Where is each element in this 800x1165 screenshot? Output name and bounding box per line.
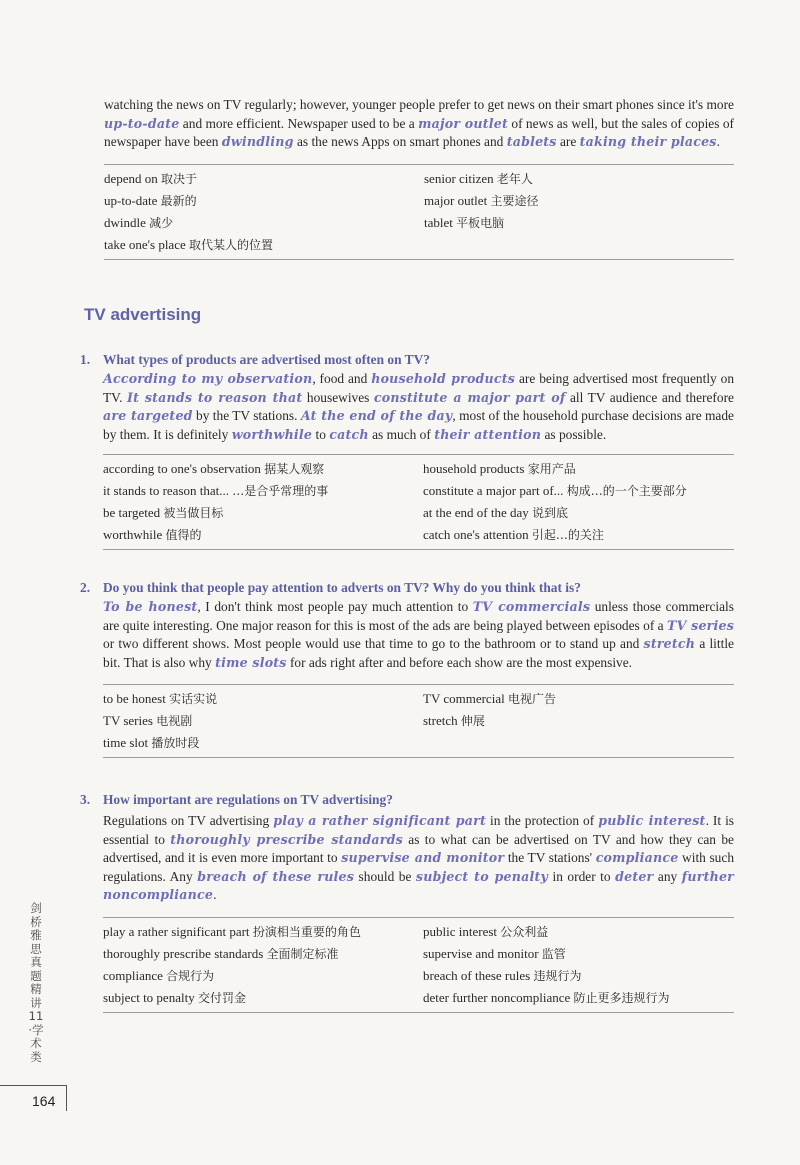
text-run: of news as well, but the sales of copies of newspaper have been xyxy=(104,115,734,150)
vocab-english: breach of these rules xyxy=(423,967,534,983)
text-run: as much of xyxy=(368,426,435,442)
vocab-english: constitute a major part of... xyxy=(423,483,567,499)
vocab-entry xyxy=(423,688,734,710)
text-run: in the protection of xyxy=(486,813,599,828)
question-block-1 xyxy=(80,352,734,550)
vocab-english: TV series xyxy=(103,713,157,729)
key-phrase: dwindling xyxy=(221,134,294,150)
vocab-entry xyxy=(423,710,734,732)
vocab-english: tablet xyxy=(424,214,457,230)
vocab-entry xyxy=(103,688,423,710)
key-phrase: taking their places xyxy=(579,134,717,150)
question-number: 2. xyxy=(80,580,91,595)
text-run: for ads right after and before each show are the most expensive. xyxy=(286,654,633,670)
vocab-english: senior citizen xyxy=(424,170,497,186)
vocab-chinese: 取决于 xyxy=(161,171,198,186)
vocab-table xyxy=(103,454,734,550)
text-run: or two different shows. Most people would use that time to go to the bathroom or to stand up and xyxy=(103,636,644,652)
key-phrase: tablets xyxy=(506,134,557,150)
answer-paragraph xyxy=(103,370,734,444)
key-phrase: their attention xyxy=(434,426,542,442)
text-run: watching the news on TV regularly; however, younger people prefer to get news on their smart phones since it's more xyxy=(104,97,734,112)
vocab-english: it stands to reason that... xyxy=(103,483,233,499)
vocab-chinese: 播放时段 xyxy=(151,736,200,751)
text-run: , I don't think most people pay much attention to xyxy=(197,599,473,614)
key-phrase: major outlet xyxy=(418,115,508,131)
key-phrase: public interest xyxy=(598,813,706,828)
vocab-chinese: 最新的 xyxy=(160,193,197,208)
key-phrase: stretch xyxy=(643,636,696,652)
vocab-entry xyxy=(424,190,734,212)
vocab-chinese: 被当做目标 xyxy=(163,506,224,521)
vocab-english: supervise and monitor xyxy=(423,945,542,961)
vocab-entry xyxy=(104,212,424,234)
vocab-chinese: 公众利益 xyxy=(500,924,549,939)
vocab-chinese: 家用产品 xyxy=(527,462,576,477)
key-phrase: constitute a major part of xyxy=(373,389,566,405)
vocab-chinese: 防止更多违规行为 xyxy=(573,990,670,1005)
vocab-entry xyxy=(103,480,423,502)
intro-paragraph xyxy=(104,96,734,152)
text-run: are being advertised most frequently on TV. xyxy=(103,371,735,405)
vocab-entry xyxy=(103,458,423,480)
text-run: . xyxy=(716,134,720,150)
key-phrase: subject to penalty xyxy=(415,868,548,884)
vocab-chinese: 据某人观察 xyxy=(264,462,325,477)
vocab-col-right xyxy=(423,921,734,1009)
vocab-english: take one's place xyxy=(104,236,189,252)
vocab-english: play a rather significant part xyxy=(103,923,253,939)
text-run: unless those commercials are quite interesting. One major reason for this is most of the ads are being played between episodes of a xyxy=(103,599,734,633)
key-phrase: deter xyxy=(615,868,654,884)
key-phrase: worthwhile xyxy=(231,426,313,442)
vocab-english: major outlet xyxy=(424,192,491,208)
vocab-entry xyxy=(104,234,424,256)
vocab-entry xyxy=(424,168,734,190)
vocab-english: TV commercial xyxy=(423,691,508,707)
vocab-chinese: 说到底 xyxy=(532,506,569,521)
vocab-chinese: 减少 xyxy=(149,215,174,230)
vocab-entry xyxy=(423,943,734,965)
vocab-entry xyxy=(423,524,734,546)
text-run: a little bit. That is also why xyxy=(103,636,734,670)
key-phrase: play a rather significant part xyxy=(273,813,487,828)
vocab-entry xyxy=(423,502,734,524)
vocab-chinese: 实话实说 xyxy=(169,692,218,707)
key-phrase: up-to-date xyxy=(104,115,180,131)
text-run: should be xyxy=(354,868,416,884)
text-run: all TV audience and therefore xyxy=(565,389,734,405)
text-run: . It is essential to xyxy=(103,813,735,847)
vocab-english: catch one's attention xyxy=(423,527,532,543)
key-phrase: catch xyxy=(329,426,369,442)
text-run: housewives xyxy=(302,389,374,405)
text-run: any xyxy=(653,868,682,884)
vocab-chinese: 电视广告 xyxy=(507,692,556,707)
text-run: by the TV stations. xyxy=(192,408,301,424)
text-run: , most of the household purchase decisions are made by them. It is definitely xyxy=(103,408,734,442)
vocab-entry xyxy=(103,921,423,943)
vocab-chinese: 全面制定标准 xyxy=(266,946,339,961)
vocab-chinese: 平板电脑 xyxy=(456,215,505,230)
vocab-chinese: 值得的 xyxy=(165,528,202,543)
text-run: with such regulations. Any xyxy=(103,850,735,884)
vocab-entry xyxy=(103,710,423,732)
question-block-2 xyxy=(80,580,734,758)
vocab-chinese: 扮演相当重要的角色 xyxy=(252,924,361,939)
vocab-entry xyxy=(103,965,423,987)
vocab-entry xyxy=(424,212,734,234)
vocab-entry xyxy=(423,921,734,943)
vocab-chinese: 主要途径 xyxy=(490,193,539,208)
key-phrase: At the end of the day xyxy=(300,408,453,424)
vocab-english: public interest xyxy=(423,923,501,939)
vocab-english: up-to-date xyxy=(104,192,161,208)
key-phrase: TV series xyxy=(667,617,735,633)
answer-paragraph xyxy=(103,598,734,672)
vocab-entry xyxy=(423,458,734,480)
vocab-english: household products xyxy=(423,461,528,477)
vocab-english: compliance xyxy=(103,967,167,983)
vocab-col-left xyxy=(104,168,424,256)
key-phrase: It stands to reason that xyxy=(126,389,303,405)
intro-vocab-table xyxy=(104,164,734,260)
section-title: TV advertising xyxy=(84,305,202,324)
footer-rule xyxy=(0,1085,66,1086)
vocab-entry xyxy=(103,987,423,1009)
vocab-english: dwindle xyxy=(104,214,150,230)
vocab-english: according to one's observation xyxy=(103,461,265,477)
text-run: as to what can be advertised on TV and how they can be advertised, and it is even more important to xyxy=(103,831,734,866)
book-title-sidebar: 剑桥雅思真题精讲11·学术类 xyxy=(28,901,44,1064)
key-phrase: further noncompliance xyxy=(103,868,734,903)
text-run: are xyxy=(556,134,580,150)
page-number: 164 xyxy=(32,1093,56,1109)
vocab-chinese: 违规行为 xyxy=(533,968,582,983)
question-text: How important are regulations on TV advertising? xyxy=(103,792,393,807)
vocab-chinese: …是合乎常理的事 xyxy=(232,484,329,499)
vocab-english: to be honest xyxy=(103,691,170,707)
key-phrase: are targeted xyxy=(103,408,193,424)
question-heading xyxy=(80,352,734,368)
vocab-english: worthwhile xyxy=(103,527,166,543)
text-run: , food and xyxy=(312,371,372,386)
key-phrase: TV commercials xyxy=(472,599,591,614)
vocab-chinese: 取代某人的位置 xyxy=(189,237,274,252)
vocab-col-right xyxy=(424,168,734,256)
vocab-english: thoroughly prescribe standards xyxy=(103,945,267,961)
key-phrase: To be honest xyxy=(103,599,198,614)
text-run: and more efficient. Newspaper used to be a xyxy=(179,115,419,131)
vocab-english: at the end of the day xyxy=(423,505,533,521)
vocab-english: depend on xyxy=(104,170,162,186)
vocab-chinese: 合规行为 xyxy=(166,968,215,983)
vocab-col-right xyxy=(423,688,734,754)
vocab-english: be targeted xyxy=(103,505,164,521)
question-text: What types of products are advertised most often on TV? xyxy=(103,352,430,367)
vocab-col-left xyxy=(103,458,423,546)
vocab-col-left xyxy=(103,921,423,1009)
vocab-english: time slot xyxy=(103,735,152,751)
vocab-chinese: 构成…的一个主要部分 xyxy=(566,484,687,499)
vocab-col-left xyxy=(103,688,423,754)
vocab-entry xyxy=(423,480,734,502)
text-run: Regulations on TV advertising xyxy=(103,813,274,828)
text-run: . xyxy=(213,887,217,903)
vocab-chinese: 电视剧 xyxy=(156,714,193,729)
vocab-entry xyxy=(103,524,423,546)
vocab-entry xyxy=(104,168,424,190)
text-run: as the news Apps on smart phones and xyxy=(293,134,507,150)
vocab-table xyxy=(103,684,734,758)
question-heading xyxy=(80,792,734,808)
text-run: in order to xyxy=(548,868,616,884)
question-text: Do you think that people pay attention to adverts on TV? Why do you think that is? xyxy=(103,580,581,595)
vocab-chinese: 监管 xyxy=(541,946,566,961)
question-heading xyxy=(80,580,734,596)
vocab-chinese: 伸展 xyxy=(460,714,485,729)
vocab-english: subject to penalty xyxy=(103,989,198,1005)
intro-block xyxy=(104,96,734,260)
vocab-english: deter further noncompliance xyxy=(423,989,574,1005)
question-number: 1. xyxy=(80,352,91,367)
key-phrase: compliance xyxy=(595,850,679,866)
question-number: 3. xyxy=(80,792,91,807)
vocab-entry xyxy=(103,943,423,965)
footer-vertical-rule xyxy=(66,1085,67,1111)
key-phrase: According to my observation xyxy=(103,371,313,386)
vocab-table xyxy=(103,917,734,1013)
vocab-entry xyxy=(423,965,734,987)
text-run: the TV stations' xyxy=(504,850,596,866)
question-block-3 xyxy=(80,792,734,1013)
vocab-chinese: 引起…的关注 xyxy=(531,528,604,543)
vocab-entry xyxy=(423,987,734,1009)
text-run: as possible. xyxy=(541,426,607,442)
key-phrase: breach of these rules xyxy=(197,868,355,884)
vocab-english: stretch xyxy=(423,713,461,729)
vocab-chinese: 交付罚金 xyxy=(197,990,246,1005)
key-phrase: supervise and monitor xyxy=(341,850,505,866)
vocab-entry xyxy=(104,190,424,212)
vocab-entry xyxy=(103,732,423,754)
vocab-entry xyxy=(103,502,423,524)
key-phrase: household products xyxy=(371,371,516,386)
key-phrase: thoroughly prescribe standards xyxy=(170,831,403,847)
text-run: to xyxy=(312,426,330,442)
answer-paragraph xyxy=(103,812,734,905)
vocab-col-right xyxy=(423,458,734,546)
key-phrase: time slots xyxy=(215,654,287,670)
vocab-chinese: 老年人 xyxy=(496,171,533,186)
